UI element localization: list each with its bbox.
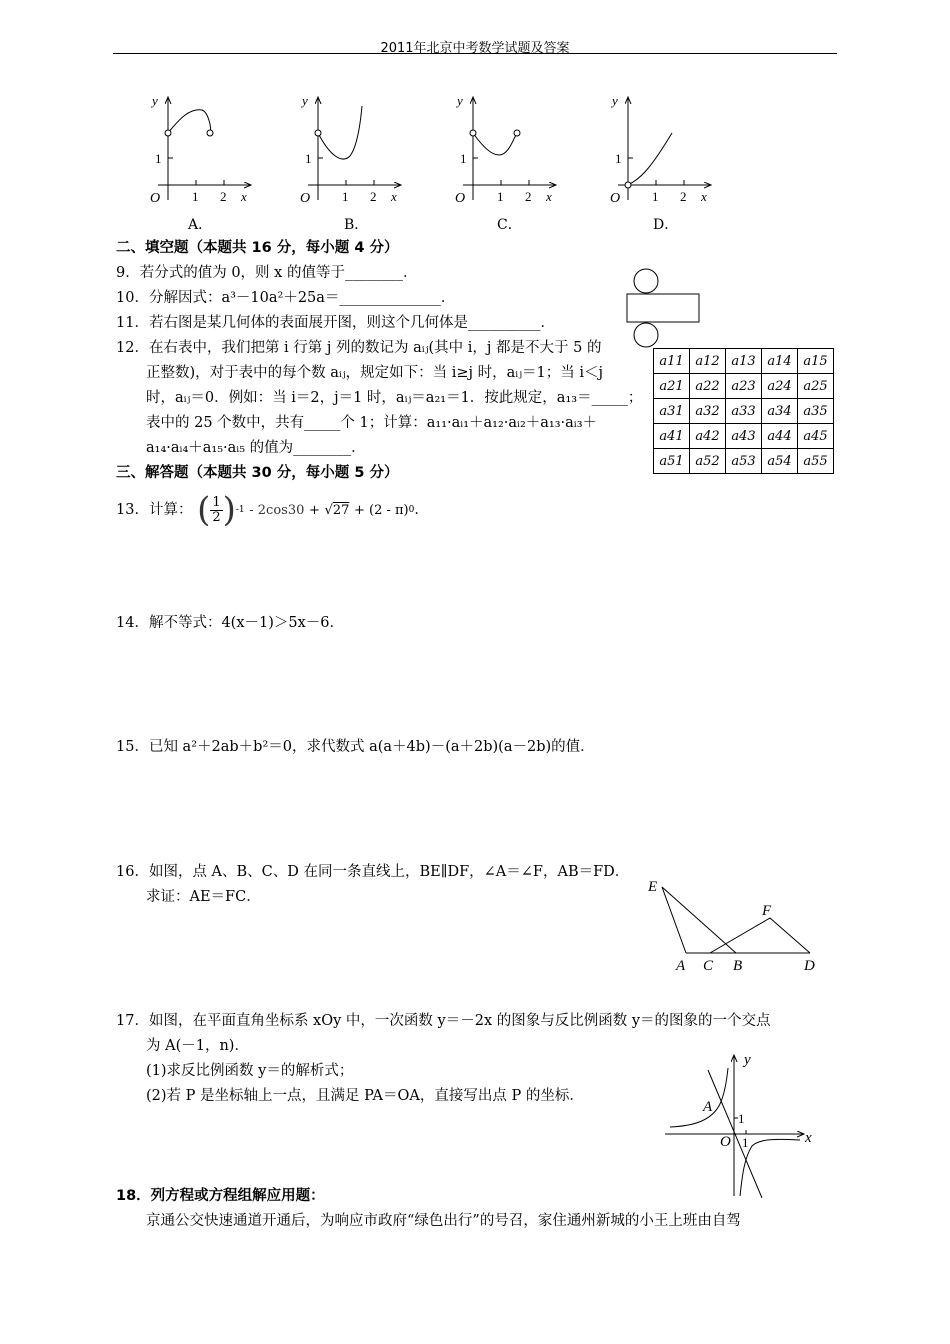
question-17-line2: 为 A(－1，n)． (146, 1038, 249, 1054)
table-cell: a32 (690, 399, 726, 424)
table-cell: a42 (690, 424, 726, 449)
table-cell: a11 (654, 349, 690, 374)
graph-c-origin: O (455, 191, 466, 206)
fig17-one-y: 1 (738, 1111, 745, 1126)
graph-b-one: 1 (342, 189, 349, 204)
graph-c-y: y (457, 93, 463, 108)
graph-a-one: 1 (192, 189, 199, 204)
fig17-x: x (805, 1130, 812, 1146)
fig17-y: y (744, 1052, 751, 1068)
table-row (654, 449, 834, 474)
graph-a (150, 93, 250, 206)
table-cell: a51 (654, 449, 690, 474)
question-9: 9．若分式的值为 0，则 x 的值等于________． (116, 265, 418, 281)
table-cell: a25 (798, 374, 834, 399)
graph-c-one: 1 (497, 189, 504, 204)
question-12-line3: 时，aᵢⱼ＝0．例如：当 i＝2，j＝1 时，aᵢⱼ＝a₂₁＝1．按此规定，a₁₃＝_____； (146, 390, 643, 406)
table-cell: a12 (690, 349, 726, 374)
table-cell: a52 (690, 449, 726, 474)
table-cell: a44 (762, 424, 798, 449)
choice-label-b: B． (344, 217, 369, 233)
cylinder-net-figure (622, 266, 704, 350)
choice-label-c: C． (497, 217, 522, 233)
fig16-B: B (733, 958, 743, 974)
graph-c (455, 93, 555, 206)
graph-d-x: x (701, 189, 707, 204)
table-cell: a54 (762, 449, 798, 474)
table-row (654, 424, 834, 449)
graph-c-one-y: 1 (460, 151, 467, 166)
table-cell: a33 (726, 399, 762, 424)
graph-b-one-y: 1 (305, 151, 312, 166)
q13-lparen: ( (197, 490, 211, 530)
question-15: 15．已知 a²＋2ab＋b²＝0，求代数式 a(a＋4b)－(a＋2b)(a－2b)的值． (116, 739, 595, 755)
fig16-A: A (676, 958, 686, 974)
question-17-line3: (1)求反比例函数 y＝的解析式； (146, 1063, 354, 1079)
graph-a-x: x (241, 189, 247, 204)
graph-a-y: y (152, 93, 158, 108)
q13-fraction: $\frac{1}{2}$ (212, 494, 221, 525)
graph-d-one-y: 1 (615, 151, 622, 166)
question-17-line1: 17．如图，在平面直角坐标系 xOy 中，一次函数 y＝－2x 的图象与反比例函数 y＝的图象的一个交点 (116, 1013, 771, 1029)
table-row (654, 349, 834, 374)
table-cell: a35 (798, 399, 834, 424)
fig17-O: O (720, 1134, 731, 1150)
figure-17 (660, 1048, 825, 1198)
question-11: 11．若右图是某几何体的表面展开图，则这个几何体是__________． (116, 315, 555, 331)
question-17-line4: (2)若 P 是坐标轴上一点，且满足 PA＝OA，直接写出点 P 的坐标． (146, 1088, 584, 1104)
section-3-heading: 三、解答题（本题共 30 分，每小题 5 分） (116, 465, 399, 481)
page-header: 2011年北京中考数学试题及答案 (380, 41, 570, 56)
figure-16 (640, 875, 830, 975)
table-row (654, 374, 834, 399)
table-row (654, 399, 834, 424)
table-cell: a14 (762, 349, 798, 374)
table-cell: a13 (726, 349, 762, 374)
q13-sqrt: √27 (324, 503, 350, 518)
q13-rparen: ) (222, 490, 236, 530)
graph-b-origin: O (300, 191, 311, 206)
graph-b-y: y (302, 93, 308, 108)
graph-d-origin: O (610, 191, 621, 206)
fig16-C: C (703, 958, 714, 974)
graph-b-x: x (391, 189, 397, 204)
choice-label-a: A． (188, 217, 213, 233)
table-cell: a15 (798, 349, 834, 374)
aij-table (653, 348, 834, 474)
graph-c-x: x (546, 189, 552, 204)
graph-d-y: y (612, 93, 618, 108)
table-cell: a53 (726, 449, 762, 474)
fig17-A: A (703, 1099, 713, 1115)
table-cell: a24 (762, 374, 798, 399)
question-12-line4: 表中的 25 个数中，共有_____个 1；计算：a₁₁·aᵢ₁＋a₁₂·aᵢ₂＋a₁₃·aᵢ₃＋ (146, 415, 598, 431)
question-12-line2: 正整数)，对于表中的每个数 aᵢⱼ，规定如下：当 i≥j 时，aᵢⱼ＝1；当 i＜j (146, 365, 604, 381)
graph-d (610, 93, 710, 206)
table-cell: a55 (798, 449, 834, 474)
table-cell: a45 (798, 424, 834, 449)
graph-b-two: 2 (370, 189, 377, 204)
table-cell: a22 (690, 374, 726, 399)
graph-a-origin: O (150, 191, 161, 206)
question-16-line2: 求证：AE＝FC． (146, 889, 261, 905)
table-cell: a41 (654, 424, 690, 449)
header-rule (113, 53, 837, 54)
graph-d-two: 2 (680, 189, 687, 204)
question-10: 10．分解因式：a³－10a²＋25a＝______________． (116, 290, 456, 306)
fig16-E: E (648, 879, 658, 895)
fig17-one-x: 1 (742, 1135, 749, 1150)
graph-c-two: 2 (525, 189, 532, 204)
table-cell: a31 (654, 399, 690, 424)
table-cell: a34 (762, 399, 798, 424)
question-12-line1: 12．在右表中，我们把第 i 行第 j 列的数记为 aᵢⱼ(其中 i，j 都是不大于 5 的 (116, 340, 602, 356)
choice-graphs (130, 88, 730, 213)
q13-exponent: -1 (235, 505, 245, 515)
question-12-line5: a₁₄·aᵢ₄＋a₁₅·aᵢ₅ 的值为________． (146, 440, 366, 456)
table-cell: a21 (654, 374, 690, 399)
graph-d-one: 1 (652, 189, 659, 204)
choice-label-d: D． (653, 217, 679, 233)
question-14: 14．解不等式：4(x－1)＞5x－6． (116, 615, 345, 631)
question-18-text: 京通公交快速通道开通后，为响应市政府“绿色出行”的号召，家住通州新城的小王上班由自驾 (146, 1213, 741, 1229)
question-18-title: 18．列方程或方程组解应用题： (116, 1188, 325, 1204)
fig16-D: D (804, 958, 815, 974)
q13-label: 13．计算： (116, 502, 193, 518)
fig16-F: F (762, 903, 772, 919)
graph-a-one-y: 1 (155, 151, 162, 166)
question-16-line1: 16．如图，点 A、B、C、D 在同一条直线上，BE∥DF，∠A＝∠F，AB＝FD． (116, 864, 630, 880)
question-13: 13．计算： ( $\frac{1}{2}$ )$^{-1}$ - 2cos30 + √27 + (2 - π)$^0$． (116, 490, 429, 530)
section-2-heading: 二、填空题（本题共 16 分，每小题 4 分） (116, 240, 399, 256)
table-cell: a43 (726, 424, 762, 449)
graph-b (300, 93, 400, 206)
table-cell: a23 (726, 374, 762, 399)
graph-a-two: 2 (220, 189, 227, 204)
